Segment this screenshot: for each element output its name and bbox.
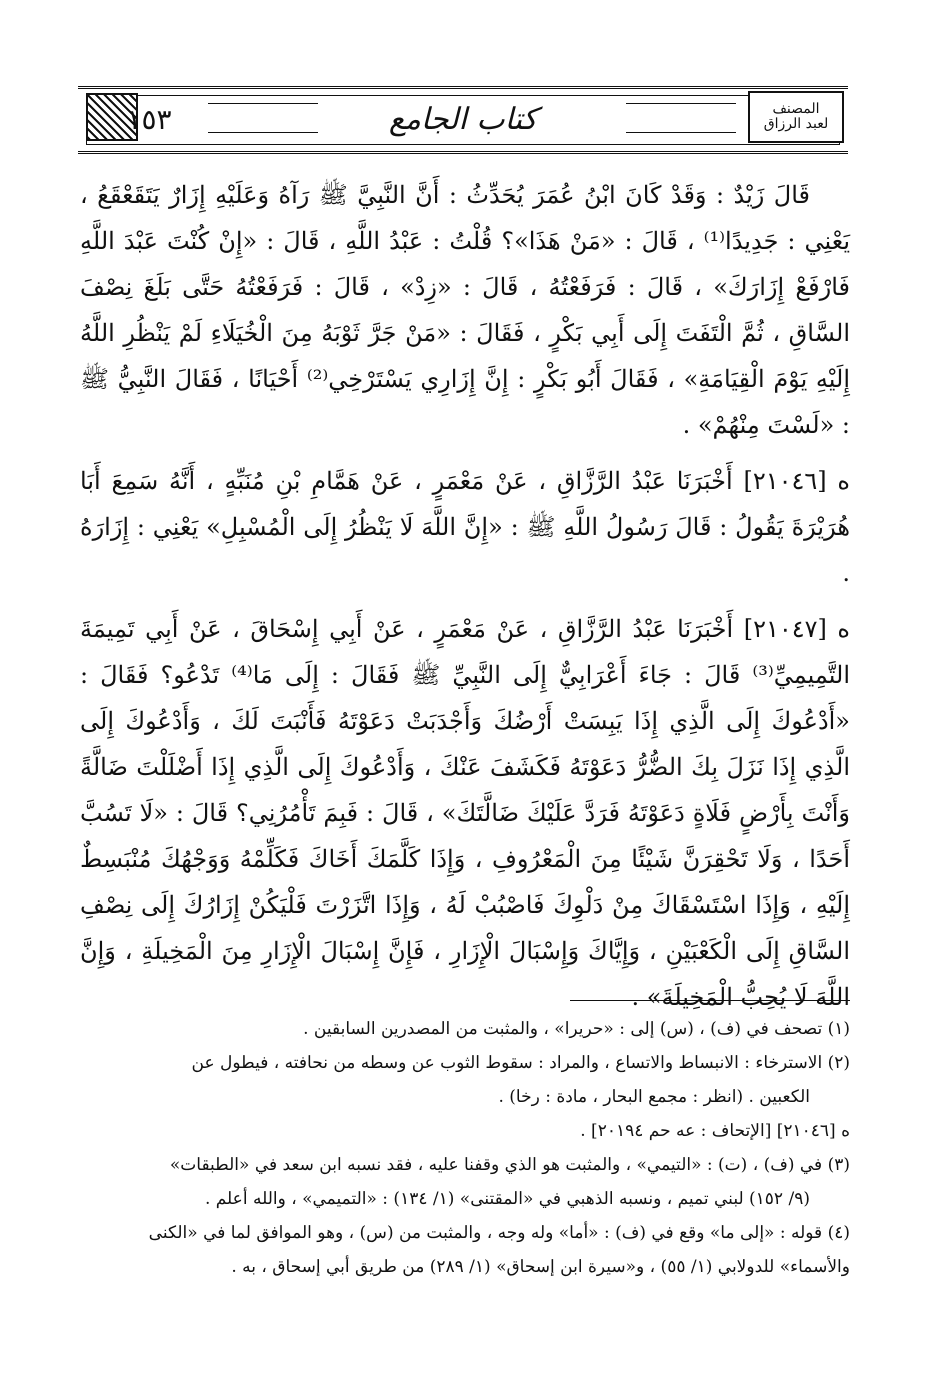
page-header: [78, 86, 848, 154]
footnote-4: (٤) قوله : «إلى ما» وقع في (ف) : «أما» وله وجه ، والمثبت من (س) ، وهو الموافق لما في «الكنى: [148, 1223, 850, 1243]
paragraph-hadith-continuation: قَالَ زَيْدٌ : وَقَدْ كَانَ ابْنُ عُمَرَ يُحَدِّثُ : أَنَّ النَّبِيَّ ﷺ رَآهُ وَعَلَيْهِ إِزَارٌ يَتَقَعْقَعُ ، يَعْنِي : جَدِيدًا⁽¹⁾ ، قَالَ : «مَنْ هَذَا»؟ قُلْتُ : عَبْدُ اللَّهِ ، قَالَ : «إِنْ كُنْتَ عَبْدَ اللَّهِ فَارْفَعْ إِزَارَكَ» ، قَالَ : فَرَفَعْتُهُ ، قَالَ : «زِدْ» ، قَالَ : فَرَفَعْتُهُ حَتَّى بَلَغَ نِصْفَ السَّاقِ ، ثُمَّ الْتَفَتَ إِلَى أَبِي بَكْرٍ ، فَقَالَ : «مَنْ جَرَّ ثَوْبَهُ مِنَ الْخُيَلَاءِ لَمْ يَنْظُرِ اللَّهُ إِلَيْهِ يَوْمَ الْقِيَامَةِ» ، فَقَالَ أَبُو بَكْرٍ : إِنَّ إِزَارِي يَسْتَرْخِي⁽²⁾ أَحْيَانًا ، فَقَالَ النَّبِيُّ ﷺ : «لَسْتَ مِنْهُمْ» .: [80, 181, 851, 439]
publisher-mark-line1: المصنف: [772, 101, 820, 117]
footnote-4-cont: والأسماء» للدولابي (١/ ٥٥) ، و«سيرة ابن إسحاق» (١/ ٢٨٩) من طريق أبي إسحاق ، به .: [231, 1257, 850, 1277]
footnote-ithaf: ه [٢١٠٤٦] [الإتحاف : عه حم ٢٠١٩٤] .: [580, 1121, 850, 1141]
publisher-mark-line2: لعبد الرزاق: [763, 116, 829, 132]
main-text: [80, 172, 850, 1030]
paragraph-hadith-21046: ه [٢١٠٤٦] أَخْبَرَنَا عَبْدُ الرَّزَّاقِ ، عَنْ مَعْمَرٍ ، عَنْ هَمَّامِ بْنِ مُنَبِّهٍ ، أَنَّهُ سَمِعَ أَبَا هُرَيْرَةَ يَقُولُ : قَالَ رَسُولُ اللَّهِ ﷺ : «إِنَّ اللَّهَ لَا يَنْظُرُ إِلَى الْمُسْبِلِ» يَعْنِي : إِزَارَهُ .: [80, 467, 851, 587]
footnote-2: (٢) الاسترخاء : الانبساط والاتساع ، والمراد : سقوط الثوب عن وسطه من نحافته ، فيطول عن: [191, 1053, 850, 1073]
page-number: ١٥٣: [126, 102, 172, 136]
flourish-left-icon: [208, 103, 318, 133]
book-title: كتاب الجامع: [388, 101, 538, 137]
footnote-1: (١) تصحف في (ف) ، (س) إلى : «حريرا» ، والمثبت من المصدرين السابقين .: [303, 1019, 850, 1039]
footnote-2-cont: الكعبين . (انظر : مجمع البحار ، مادة : رخا) .: [498, 1087, 810, 1107]
flourish-right-icon: [626, 103, 736, 133]
footnote-3-cont: (٩/ ١٥٢) لبني تميم ، ونسبه الذهبي في «المقتنى» (١/ ١٣٤) : «التميمي» ، والله أعلم .: [204, 1189, 810, 1209]
paragraph-hadith-21047: ه [٢١٠٤٧] أَخْبَرَنَا عَبْدُ الرَّزَّاقِ ، عَنْ مَعْمَرٍ ، عَنْ أَبِي إِسْحَاقَ ، عَنْ أَبِي تَمِيمَةَ التَّمِيمِيِّ⁽³⁾ قَالَ : جَاءَ أَعْرَابِيٌّ إِلَى النَّبِيِّ ﷺ فَقَالَ : إِلَى مَا⁽⁴⁾ تَدْعُو؟ فَقَالَ : «أَدْعُوكَ إِلَى الَّذِي إِذَا يَبِسَتْ أَرْضُكَ وَأَجْدَبَتْ دَعَوْتَهُ فَأَنْبَتَ لَكَ ، وَأَدْعُوكَ إِلَى الَّذِي إِذَا نَزَلَ بِكَ الضُّرُّ دَعَوْتَهُ فَكَشَفَ عَنْكَ ، وَأَدْعُوكَ إِلَى الَّذِي إِذَا أَضْلَلْتَ ضَالَّةً وَأَنْتَ بِأَرْضٍ فَلَاةٍ دَعَوْتَهُ فَرَدَّ عَلَيْكَ ضَالَّتَكَ» ، قَالَ : فَبِمَ تَأْمُرُنِي؟ قَالَ : «لَا تَسُبَّ أَحَدًا ، وَلَا تَحْقِرَنَّ شَيْئًا مِنَ الْمَعْرُوفِ ، وَإِذَا كَلَّمَكَ أَخَاكَ فَكَلِّمْهُ وَوَجْهُكَ مُنْبَسِطٌ إِلَيْهِ ، وَإِذَا اسْتَسْقَاكَ مِنْ دَلْوِكَ فَاصْبُبْ لَهُ ، وَإِذَا اتَّزَرْتَ فَلْيَكُنْ إِزَارُكَ إِلَى نِصْفِ السَّاقِ إِلَى الْكَعْبَيْنِ ، وَإِيَّاكَ وَإِسْبَالَ الْإِزَارِ ، فَإِنَّ إِسْبَالَ الْإِزَارِ مِنَ الْمَخِيلَةِ ، وَإِنَّ اللَّهَ لَا يُحِبُّ الْمَخِيلَةَ» .: [80, 615, 851, 1011]
publisher-mark: [748, 91, 844, 143]
footnotes: [80, 1014, 850, 1286]
footnote-3: (٣) في (ف) ، (ت) : «التيمي» ، والمثبت هو الذي وقفنا عليه ، فقد نسبه ابن سعد في «الطبقات»: [169, 1155, 850, 1175]
footnote-divider: [570, 1000, 850, 1001]
